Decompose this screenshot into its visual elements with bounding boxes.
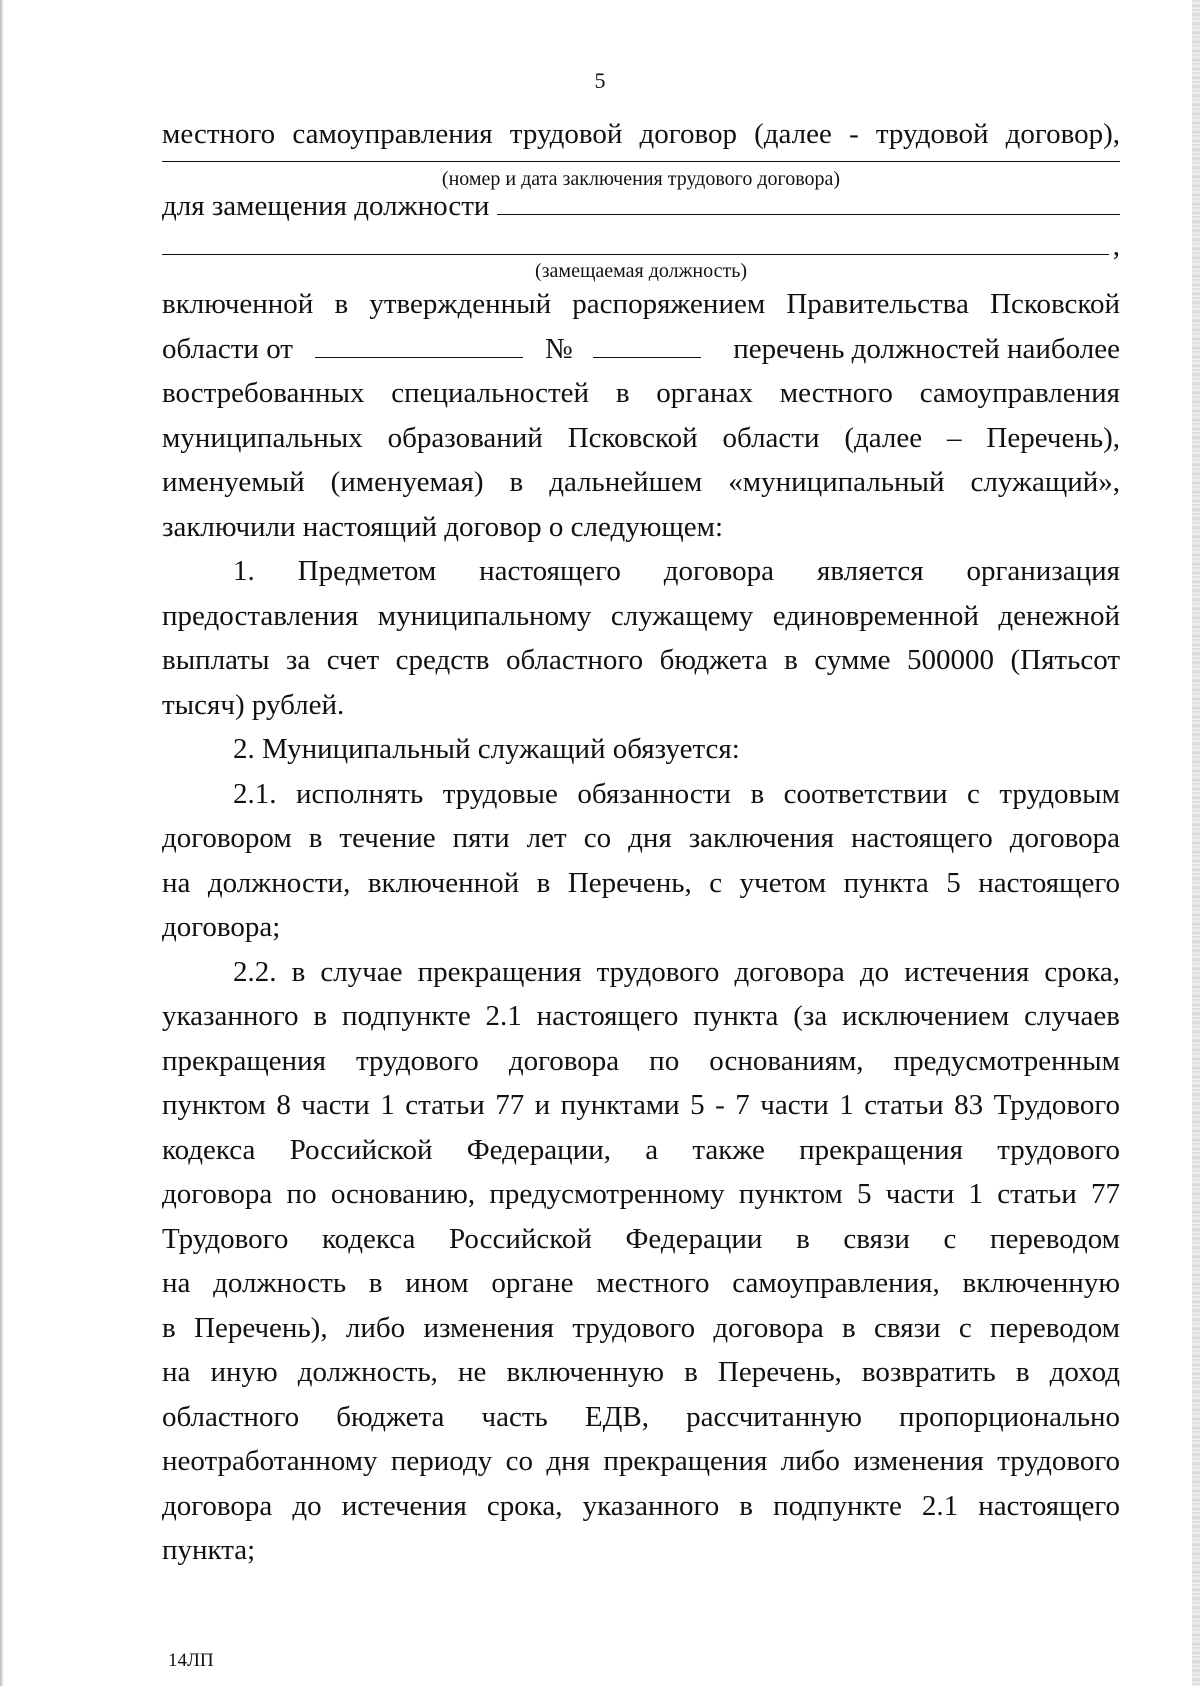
list-line-5: именуемый (именуемая) в дальнейшем «муниципальный служащий»,	[162, 466, 1120, 498]
caption-contract-number: (номер и дата заключения трудового договора)	[441, 167, 841, 190]
clause1-line-2: предоставления муниципальному служащему единовременной денежной	[162, 599, 1120, 632]
list-line-3: востребованных специальностей в органах местного самоуправления	[162, 377, 1120, 409]
position-trailing-comma: ,	[1112, 230, 1120, 262]
intro-line-1: местного самоуправления трудовой договор (далее - трудовой договор),	[162, 118, 1120, 150]
clause2-heading: 2. Муниципальный служащий обязуется:	[233, 733, 740, 765]
clause2-2-line-3: прекращения трудового договора по основаниям, предусмотренным	[162, 1044, 1120, 1077]
clause2-2-line-2: указанного в подпункте 2.1 настоящего пункта (за исключением случаев	[162, 1000, 1120, 1032]
order-date-blank	[315, 335, 523, 358]
clause2-2-line-4: пунктом 8 части 1 статьи 77 и пунктами 5 - 7 части 1 статьи 83 Трудового	[162, 1089, 1120, 1121]
position-blank-line-2	[162, 230, 1109, 255]
clause2-1-line-2: договором в течение пяти лет со дня заключения настоящего договора	[162, 822, 1120, 854]
position-row-2	[162, 224, 1120, 260]
list-line-2	[162, 327, 1120, 372]
list-line-6: заключили настоящий договор о следующем:	[162, 510, 724, 543]
list-line-4: муниципальных образований Псковской области (далее – Перечень),	[162, 421, 1120, 454]
clause2-1-line-3: на должности, включенной в Перечень, с учетом пункта 5 настоящего	[162, 866, 1120, 899]
clause2-2-line-14: пункта;	[162, 1534, 256, 1566]
position-label: для замещения должности	[162, 189, 490, 222]
footer-document-code: 14ЛП	[168, 1650, 214, 1671]
clause2-2-line-5: кодекса Российской Федерации, а также прекращения трудового	[162, 1133, 1120, 1166]
order-number-blank	[593, 335, 701, 358]
clause2-2-line-8: на должность в ином органе местного самоуправления, включенную	[162, 1267, 1120, 1299]
clause1-line-1: 1. Предметом настоящего договора является организация	[233, 555, 1120, 587]
clause2-2-line-1: 2.2. в случае прекращения трудового договора до истечения срока,	[233, 955, 1120, 988]
list-line-2-date-label: области от	[162, 332, 293, 365]
clause1-line-3: выплаты за счет средств областного бюджета в сумме 500000 (Пятьсот	[162, 644, 1120, 676]
position-blank-line	[497, 190, 1120, 215]
document-body	[162, 112, 1120, 1573]
contract-number-blank-line	[162, 157, 1120, 162]
clause2-2-line-7: Трудового кодекса Российской Федерации в связи с переводом	[162, 1222, 1120, 1255]
scan-edge-left	[0, 0, 4, 1686]
clause1-line-4: тысяч) рублей.	[162, 688, 345, 721]
clause2-2-line-11: областного бюджета часть ЕДВ, рассчитанную пропорционально	[162, 1400, 1120, 1433]
number-sign: №	[544, 332, 573, 365]
clause2-2-line-12: неотработанному периоду со дня прекращения либо изменения трудового	[162, 1445, 1120, 1477]
list-line-2-rest: перечень должностей наиболее	[733, 332, 1120, 365]
clause2-2-line-13: договора до истечения срока, указанного в подпункте 2.1 настоящего	[162, 1489, 1120, 1522]
position-row	[162, 184, 1120, 229]
list-line-1: включенной в утвержденный распоряжением Правительства Псковской	[162, 288, 1120, 320]
caption-position: (замещаемая должность)	[534, 260, 748, 282]
clause2-2-line-9: в Перечень), либо изменения трудового договора в связи с переводом	[162, 1311, 1120, 1344]
scan-edge-right	[1192, 0, 1200, 1686]
clause2-2-line-6: договора по основанию, предусмотренному пунктом 5 части 1 статьи 77	[162, 1178, 1120, 1210]
page-number: 5	[594, 68, 606, 93]
clause2-1-line-1: 2.1. исполнять трудовые обязанности в соответствии с трудовым	[233, 777, 1120, 810]
clause2-1-line-4: договора;	[162, 911, 281, 943]
clause2-2-line-10: на иную должность, не включенную в Перечень, возвратить в доход	[162, 1356, 1120, 1388]
